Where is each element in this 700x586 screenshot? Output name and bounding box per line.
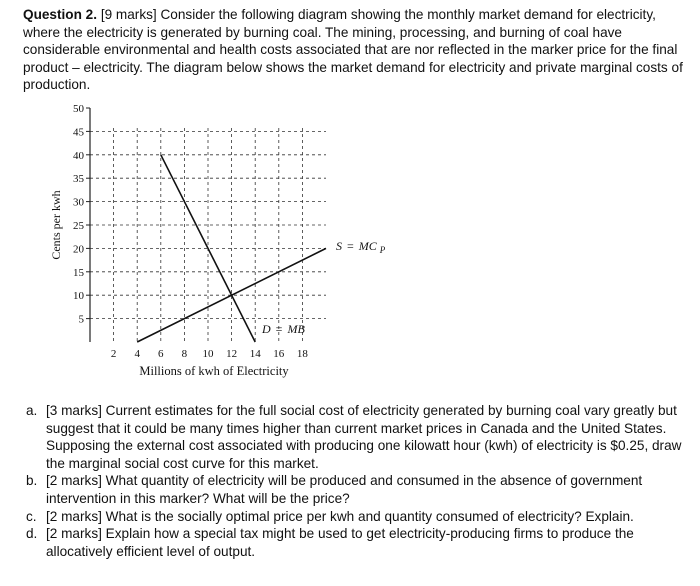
supply-label-p: P bbox=[379, 245, 386, 255]
x-axis-label: Millions of kwh of Electricity bbox=[139, 364, 289, 378]
x-tick-label-14: 14 bbox=[249, 348, 261, 360]
part-c-letter: c. bbox=[26, 508, 37, 524]
x-tick-label-2: 2 bbox=[110, 348, 117, 360]
part-b-letter: b. bbox=[26, 473, 38, 489]
supply-label-eq: = bbox=[347, 239, 354, 253]
demand-label-mb: MB bbox=[287, 322, 305, 336]
y-tick-label-5: 5 bbox=[78, 313, 84, 326]
x-tick-label-12: 12 bbox=[226, 348, 238, 360]
y-tick-label-20: 20 bbox=[73, 243, 84, 256]
part-b-text: [2 marks] What quantity of electricity will be produced and consumed in the absence of government intervention in this marker? What will be the price? bbox=[46, 473, 643, 506]
x-tick-label-8: 8 bbox=[181, 348, 188, 360]
y-tick-label-35: 35 bbox=[73, 173, 84, 186]
chart-axes bbox=[86, 108, 90, 342]
part-d-letter: d. bbox=[26, 526, 38, 542]
y-tick-label-30: 30 bbox=[73, 196, 84, 209]
part-a-text: [3 marks] Current estimates for the full social cost of electricity generated by burning coal vary greatly but suggest that it could be many times higher than current market prices in Canada and the United States. Supposing the external cost associated with producing one kilowatt hour (kwh) of electricity is $0.25, draw the marginal social cost curve for this market. bbox=[46, 403, 682, 471]
y-tick-labels bbox=[73, 103, 85, 326]
question-intro bbox=[23, 6, 695, 94]
y-tick-label-50: 50 bbox=[73, 103, 84, 115]
chart-grid bbox=[90, 128, 326, 342]
x-tick-label-16: 16 bbox=[273, 348, 285, 360]
supply-label-s: S bbox=[336, 239, 342, 253]
y-tick-label-10: 10 bbox=[73, 290, 84, 303]
supply-label-mc: MC bbox=[358, 239, 377, 253]
demand-curve-label bbox=[261, 322, 305, 336]
y-tick-label-15: 15 bbox=[73, 266, 84, 279]
question-heading: Question 2. bbox=[23, 7, 98, 22]
demand-label-d: D bbox=[262, 322, 271, 336]
part-c-text: [2 marks] What is the socially optimal price per kwh and quantity consumed of electricity? Explain. bbox=[46, 508, 634, 524]
question-parts bbox=[23, 402, 693, 560]
x-tick-label-10: 10 bbox=[202, 348, 214, 360]
x-tick-labels bbox=[111, 348, 309, 360]
part-a bbox=[23, 402, 693, 472]
x-tick-label-4: 4 bbox=[134, 348, 140, 360]
part-a-letter: a. bbox=[26, 403, 38, 418]
y-tick-label-45: 45 bbox=[73, 126, 84, 139]
part-d bbox=[23, 525, 693, 560]
market-diagram bbox=[40, 96, 386, 388]
x-tick-label-6: 6 bbox=[158, 348, 164, 360]
y-tick-label-40: 40 bbox=[73, 149, 84, 162]
x-tick-label-18: 18 bbox=[296, 348, 308, 360]
part-c bbox=[23, 508, 693, 526]
part-b bbox=[23, 472, 693, 507]
part-d-text: [2 marks] Explain how a special tax might be used to get electricity-producing firms to produce the allocatively efficient level of output. bbox=[46, 526, 634, 559]
supply-curve-label bbox=[336, 239, 386, 255]
question-intro-text: [9 marks] Consider the following diagram showing the monthly market demand for electricity, where the electricity is generated by burning coal. The mining, processing, and burning of coal have considerable environmental and health costs associated that are nor reflected in the marker price for the final product – electricity. The diagram below shows the market demand for electricity and private marginal costs of production. bbox=[23, 7, 683, 93]
y-tick-label-25: 25 bbox=[73, 220, 84, 232]
demand-label-eq: = bbox=[275, 322, 283, 336]
y-axis-label: Cents per kwh bbox=[49, 190, 63, 260]
